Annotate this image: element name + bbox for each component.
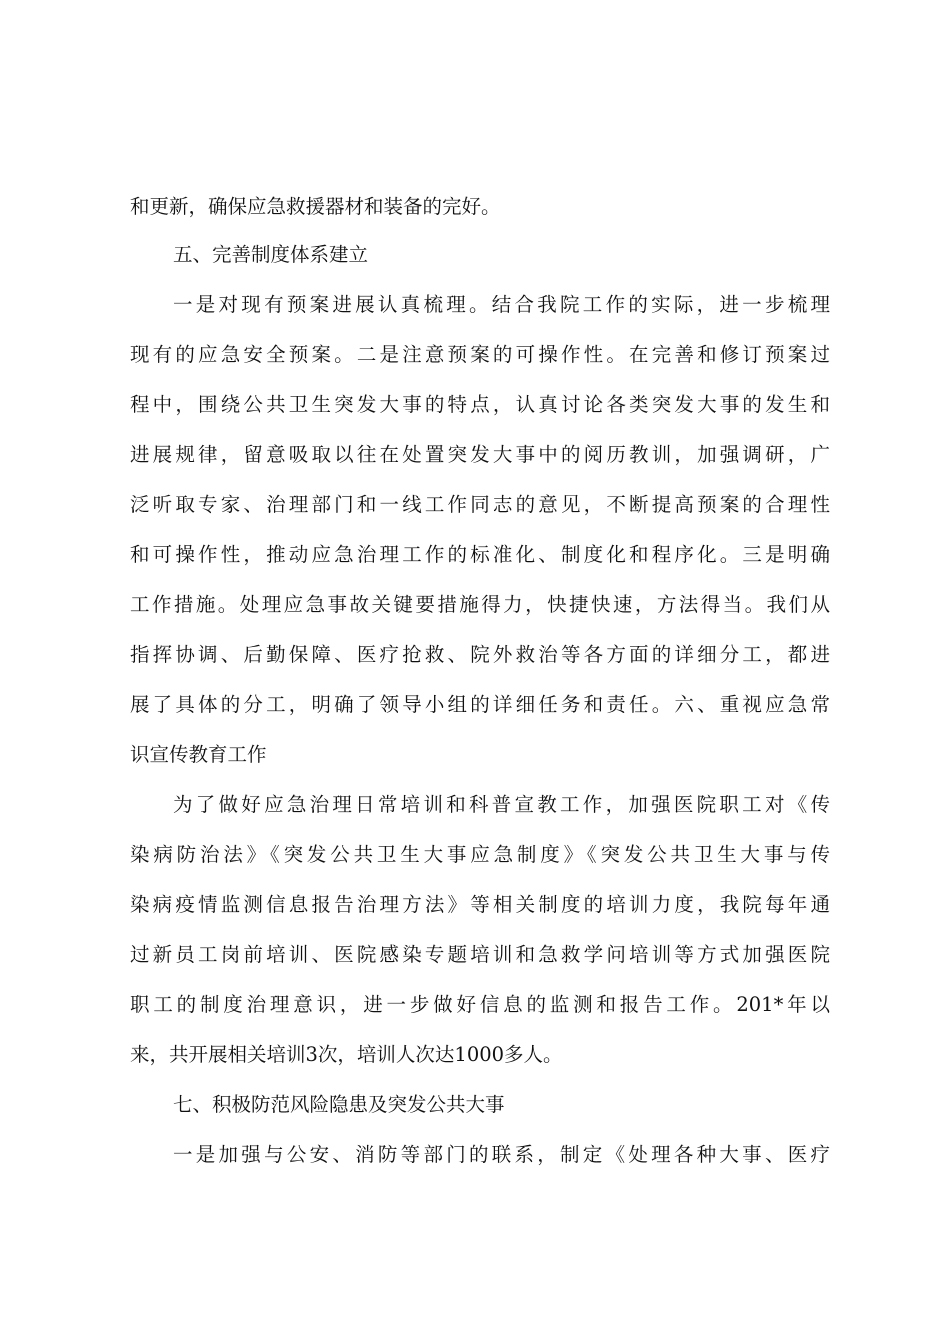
text-line-17: 职工的制度治理意识，进一步做好信息的监测和报告工作。201*年以 [130, 993, 830, 1016]
text-line-15: 染病疫情监测信息报告治理方法》等相关制度的培训力度，我院每年通 [130, 893, 830, 916]
text-line-7: 泛听取专家、治理部门和一线工作同志的意见，不断提高预案的合理性 [130, 493, 830, 516]
text-line-16: 过新员工岗前培训、医院感染专题培训和急救学问培训等方式加强医院 [130, 943, 830, 966]
text-line-1: 和更新，确保应急救援器材和装备的完好。 [130, 195, 501, 218]
text-line-10: 指挥协调、后勤保障、医疗抢救、院外救治等各方面的详细分工，都进 [130, 643, 830, 666]
section-heading-7: 七、积极防范风险隐患及突发公共大事 [173, 1093, 505, 1116]
text-line-13: 为了做好应急治理日常培训和科普宣教工作，加强医院职工对《传 [173, 793, 830, 816]
text-line-9: 工作措施。处理应急事故关键要措施得力，快捷快速，方法得当。我们从 [130, 593, 830, 616]
text-line-20: 一是加强与公安、消防等部门的联系，制定《处理各种大事、医疗 [173, 1143, 830, 1166]
section-heading-5: 五、完善制度体系建立 [173, 243, 369, 266]
text-line-3: 一是对现有预案进展认真梳理。结合我院工作的实际，进一步梳理 [173, 293, 830, 316]
text-line-5: 程中，围绕公共卫生突发大事的特点，认真讨论各类突发大事的发生和 [130, 393, 830, 416]
text-line-4: 现有的应急安全预案。二是注意预案的可操作性。在完善和修订预案过 [130, 343, 830, 366]
text-line-11: 展了具体的分工，明确了领导小组的详细任务和责任。六、重视应急常 [130, 693, 830, 716]
text-line-18: 来，共开展相关培训3次，培训人次达1000多人。 [130, 1043, 563, 1066]
text-line-12: 识宣传教育工作 [130, 743, 267, 766]
text-line-6: 进展规律，留意吸取以往在处置突发大事中的阅历教训，加强调研，广 [130, 443, 830, 466]
text-line-14: 染病防治法》《突发公共卫生大事应急制度》《突发公共卫生大事与传 [130, 843, 830, 866]
text-line-8: 和可操作性，推动应急治理工作的标准化、制度化和程序化。三是明确 [130, 543, 830, 566]
